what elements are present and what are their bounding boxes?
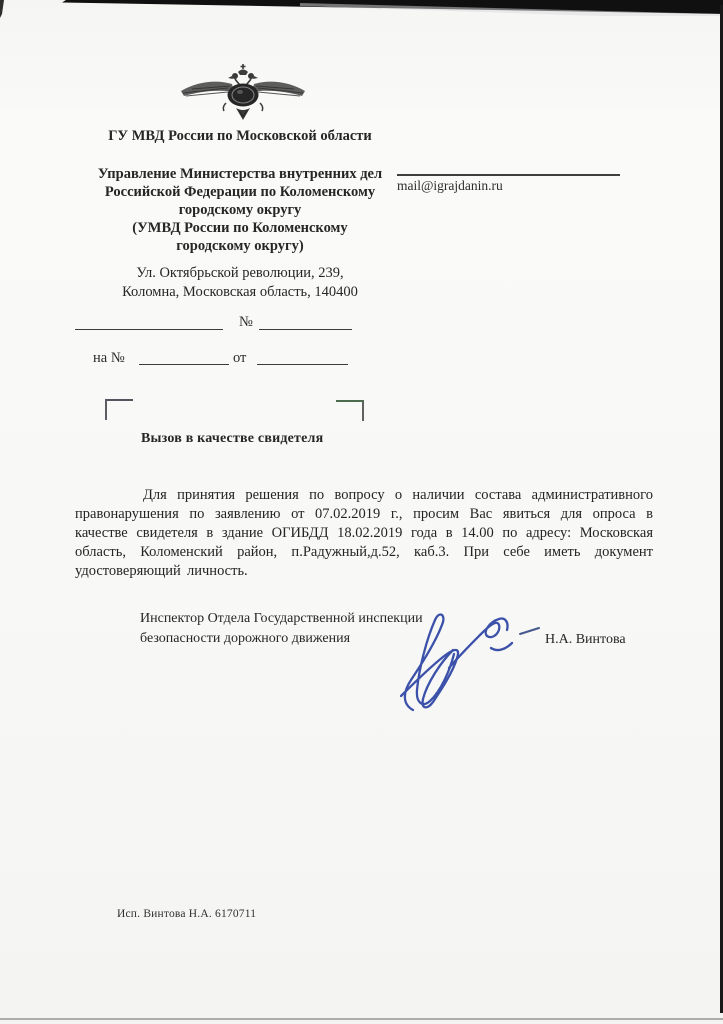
- org-name-line: (УМВД России по Коломенскому: [132, 220, 348, 236]
- ref-incoming-date-blank: [257, 364, 348, 365]
- executor-note: Исп. Винтова Н.А. 6170711: [117, 908, 257, 920]
- subject-title: Вызов в качестве свидетеля: [141, 431, 324, 446]
- org-address-block: [60, 264, 420, 301]
- number-sign-label: №: [239, 314, 253, 330]
- addressee-corner-mark-left: [105, 399, 133, 420]
- recipient-line-rule: [397, 174, 620, 176]
- scan-edge-left: [0, 0, 6, 20]
- signer-name: Н.А. Винтова: [545, 632, 626, 647]
- mvd-eagle-emblem-icon: [178, 63, 308, 123]
- scan-edge-bottom: [0, 1018, 723, 1020]
- addressee-corner-mark-right: [336, 400, 364, 421]
- ref-incoming-number-blank: [139, 364, 229, 365]
- doc-number-blank: [259, 329, 352, 330]
- ref-ot-label: от: [233, 350, 247, 366]
- handwritten-signature-scribble: [393, 606, 518, 716]
- org-name-line: Управление Министерства внутренних дел: [97, 166, 383, 182]
- signature-dash-stroke: [518, 624, 542, 638]
- org-name-line: Российской Федерации по Коломенскому: [104, 184, 376, 200]
- signer-title-line2: безопасности дорожного движения: [140, 630, 351, 646]
- scan-edge-top: [0, 0, 723, 16]
- org-address-line1: Ул. Октябрьской революции, 239,: [136, 265, 344, 281]
- recipient-email: mail@igrajdanin.ru: [397, 178, 503, 193]
- ref-na-label: на №: [93, 350, 125, 366]
- org-name-line: городскому округу: [178, 202, 302, 218]
- signer-title-line1: Инспектор Отдела Государственной инспекции: [140, 611, 423, 626]
- org-name-line: городскому округу): [176, 238, 304, 254]
- doc-date-blank: [75, 329, 223, 330]
- org-name-block: [60, 165, 420, 255]
- org-region-title: ГУ МВД России по Московской области: [108, 128, 372, 144]
- org-address-line2: Коломна, Московская область, 140400: [122, 283, 358, 300]
- body-paragraph: Для принятия решения по вопросу о наличии состава административного правонарушения по заявлению от 07.02.2019 г., просим Вас явиться для опроса в качестве свидетеля в здание ОГИБДД 18.02.2019 года в 14.00 по адресу: Московская область, Коломенский район, п.Радужный,д.52, каб.3. При себе иметь документ удостоверяющий личность.: [75, 487, 653, 579]
